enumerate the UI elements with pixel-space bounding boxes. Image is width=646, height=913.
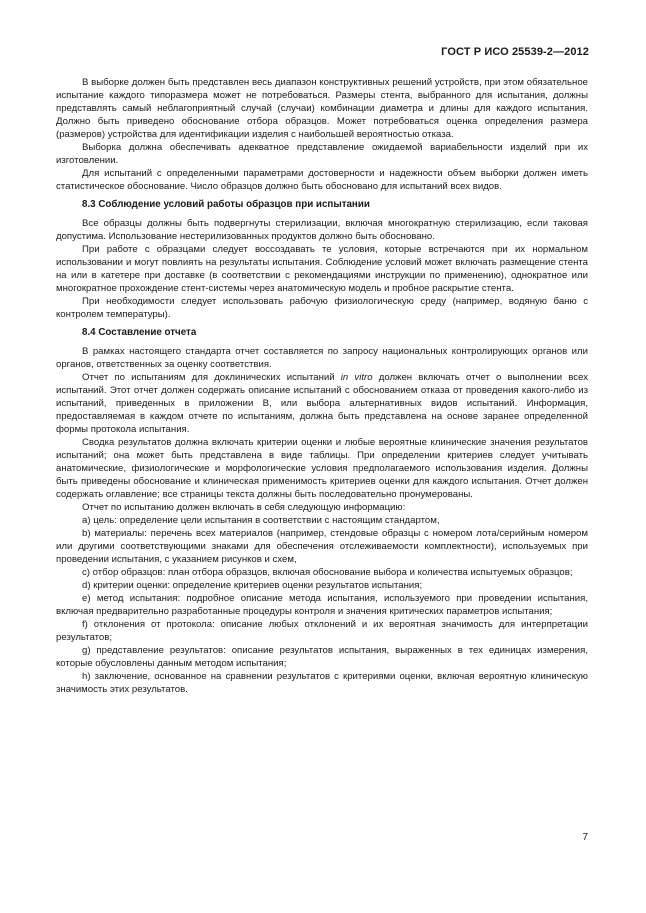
paragraph: [56, 371, 588, 436]
paragraph: d) критерии оценки: определение критериев оценки результатов испытания;: [82, 580, 423, 591]
paragraph: b) материалы: перечень всех материалов (например, стендовые образцы с номером лота/серийным номером или другими соответствующими знаками для обеспечения отслеживаемости комплектности), используемых при проведении испытания, с указанием рисунков и схем,: [56, 528, 588, 565]
paragraph: g) представление результатов: описание результатов испытания, выраженных в тех единицах измерения, которые обусловлены данным методом испытания;: [56, 645, 588, 669]
paragraph: При необходимости следует использовать рабочую физиологическую среду (например, водяную баню с контролем температуры).: [56, 296, 588, 320]
paragraph: Для испытаний с определенными параметрами достоверности и надежности объем выборки должен иметь статистическое обоснование. Число образцов должно быть обосновано для испытаний всех видов.: [56, 168, 588, 192]
paragraph-text: должен включать отчет о выполнении всех испытаний. Этот отчет должен содержать описание испытаний с обоснованием отказа от проведения какого-либо из испытаний, приведенных в приложении В, или выбора альтернативных видов испытаний. Информация, предоставляемая в каждом отчете по испытаниям, должна быть представлена на основе заранее определенной формы протокола испытания.: [56, 372, 588, 435]
paragraph: В выборке должен быть представлен весь диапазон конструктивных решений устройств, при этом обязательное испытание каждого типоразмера может не потребоваться. Размеры стента, выбранного для испытания, должны представлять самый неблагоприятный случай (случаи) комбинации диаметра и длины для каждого испытания. Должно быть приведено обоснование отбора образцов. Может потребоваться оценка определения размера (размеров) устройства для идентификации изделия с наибольшей вероятностью отказа.: [56, 77, 588, 140]
document-body: [56, 76, 588, 696]
paragraph: Сводка результатов должна включать критерии оценки и любые вероятные клинические значения результатов испытаний; она может быть представлена в виде таблицы. При определении критериев следует учитывать анатомические, физиологические и морфологические условия предполагаемого использования изделия. Должны быть приведены обоснование и клиническая применимость критериев оценки для каждого испытания. Отчет должен содержать оглавление; все страницы текста должны быть последовательно пронумерованы.: [56, 437, 588, 500]
document-header-id: ГОСТ Р ИСО 25539-2—2012: [441, 46, 589, 58]
paragraph: а) цель: определение цели испытания в соответствии с настоящим стандартом,: [82, 515, 440, 526]
section-heading: 8.3 Соблюдение условий работы образцов при испытании: [82, 199, 370, 210]
paragraph: Отчет по испытанию должен включать в себя следующую информацию:: [82, 502, 406, 513]
paragraph: Все образцы должны быть подвергнуты стерилизации, включая многократную стерилизацию, если таковая допустима. Использование нестерилизованных продуктов должно быть обосновано.: [56, 218, 588, 242]
paragraph-text: Отчет по испытаниям для доклинических испытаний: [82, 372, 341, 383]
paragraph: c) отбор образцов: план отбора образцов, включая обоснование выбора и количества испытуемых образцов;: [82, 567, 573, 578]
paragraph: Выборка должна обеспечивать адекватное представление ожидаемой вариабельности изделий при их изготовлении.: [56, 142, 588, 166]
italic-term: in vitro: [340, 372, 373, 383]
paragraph: В рамках настоящего стандарта отчет составляется по запросу национальных контролирующих органов или органов, ответственных за оценку соответствия.: [56, 346, 588, 370]
paragraph: f) отклонения от протокола: описание любых отклонений и их вероятная значимость для интерпретации результатов;: [56, 619, 588, 643]
paragraph: e) метод испытания: подробное описание метода испытания, используемого при проведении испытания, включая предварительно разработанные процедуры контроля и значения критических параметров испытания;: [56, 593, 588, 617]
paragraph: При работе с образцами следует воссоздавать те условия, которые встречаются при их нормальном использовании и могут повлиять на результаты испытания. Соблюдение условий может включать размещение стента на или в катетере при доставке (в соответствии с рекомендациями инструкции по применению), однократное или многократное прохождение стент-системы через анатомическую модель и пробное раскрытие стента.: [56, 244, 588, 294]
page-number: 7: [582, 832, 588, 843]
section-heading: 8.4 Составление отчета: [82, 327, 197, 338]
paragraph: h) заключение, основанное на сравнении результатов с критериями оценки, включая вероятную клиническую значимость этих результатов.: [56, 671, 588, 695]
